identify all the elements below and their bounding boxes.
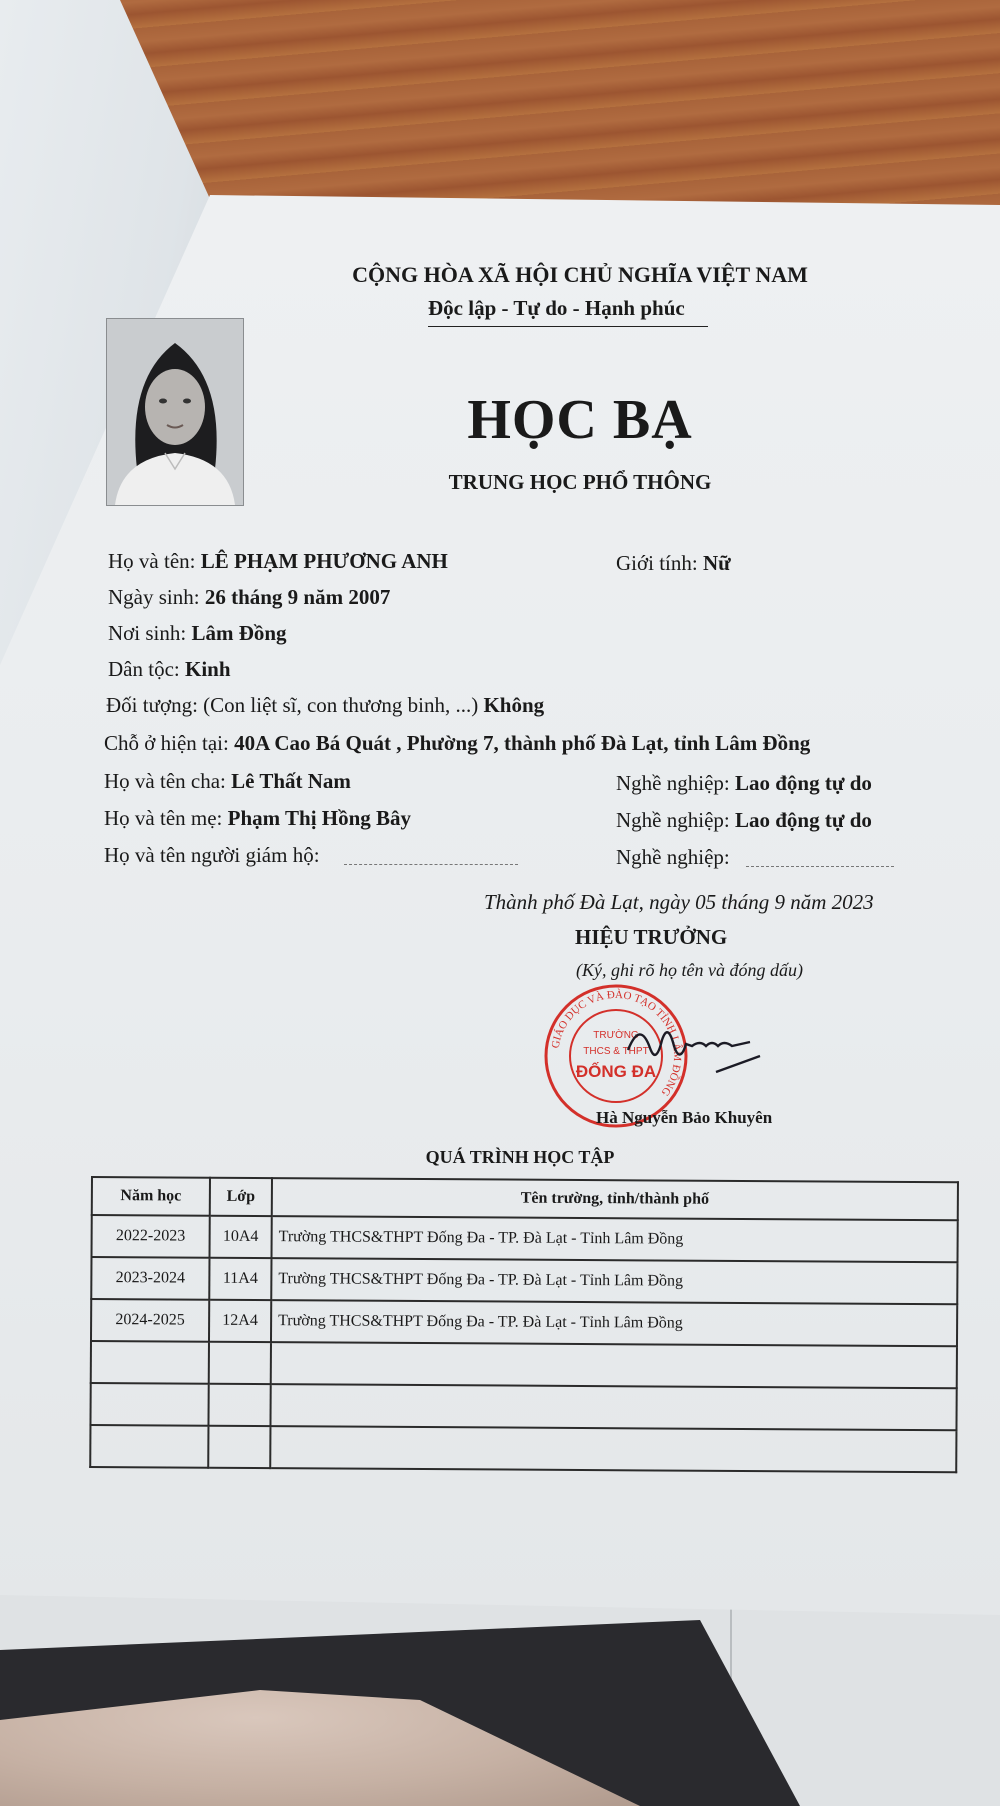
father-label: Họ và tên cha: [104,769,226,793]
guardian-blank-line [344,864,518,865]
mother-row [104,806,411,831]
student-name-label: Họ và tên: [108,549,196,573]
guardian-label: Họ và tên người giám hộ: [104,843,320,867]
cell-school [270,1426,956,1472]
student-photo [106,318,244,506]
stamp-line-2: THCS & THPT [583,1046,649,1057]
cell-school: Trường THCS&THPT Đống Đa - TP. Đà Lạt - Tỉnh Lâm Đồng [272,1216,958,1262]
cell-year: 2022-2023 [92,1215,210,1258]
stamp-ring-text: GIÁO DỤC VÀ ĐÀO TẠO TỈNH LÂM ĐỒNG [549,988,684,1099]
category-label: Đối tượng: (Con liệt sĩ, con thương binh, ...) [106,693,479,717]
national-motto: Độc lập - Tự do - Hạnh phúc [428,296,685,320]
mother-job-label: Nghề nghiệp: [616,808,730,832]
ethnicity-label: Dân tộc: [108,657,180,681]
father-job-label: Nghề nghiệp: [616,771,730,795]
address-value: 40A Cao Bá Quát , Phường 7, thành phố Đà Lạt, tỉnh Lâm Đồng [234,731,811,755]
document-subtitle: TRUNG HỌC PHỔ THÔNG [448,470,712,494]
cell-year [90,1383,208,1426]
guardian-job-blank-line [746,866,894,867]
table-row [91,1257,957,1304]
principal-title: HIỆU TRƯỞNG [575,925,728,949]
cell-year [91,1341,209,1384]
father-job: Lao động tự do [734,771,872,795]
dob-row [108,585,390,610]
cell-year [90,1425,208,1468]
handwritten-signature [620,1010,780,1080]
mother-job: Lao động tự do [734,808,872,832]
cell-class [209,1342,271,1384]
signature-note: (Ký, ghi rõ họ tên và đóng dấu) [576,960,803,980]
guardian-job-row [616,845,730,870]
birthplace-row [108,621,287,646]
student-name: LÊ PHẠM PHƯƠNG ANH [200,549,448,573]
cell-school [270,1384,956,1430]
cell-class: 11A4 [209,1258,271,1300]
study-history-table [89,1176,959,1473]
address-row [104,731,810,756]
dob-value: 26 tháng 9 năm 2007 [204,585,391,609]
mother-job-row [616,808,872,833]
birthplace-label: Nơi sinh: [108,621,187,645]
cell-class [208,1384,270,1426]
col-header-school: Tên trường, tỉnh/thành phố [272,1178,958,1220]
table-row [90,1383,956,1430]
gender-value: Nữ [702,551,731,575]
table-row [91,1299,957,1346]
table-row [90,1425,956,1472]
ethnicity-row [108,657,231,682]
principal-name: Hà Nguyễn Bảo Khuyên [596,1108,773,1127]
cell-class: 10A4 [210,1216,272,1258]
guardian-job-label: Nghề nghiệp: [616,845,730,869]
table-row [91,1341,957,1388]
country-header: CỘNG HÒA XÃ HỘI CHỦ NGHĨA VIỆT NAM [352,262,808,287]
category-row [106,693,544,718]
stamp-line-3: ĐỐNG ĐA [575,1062,657,1081]
cell-year: 2024-2025 [91,1299,209,1342]
place-and-date: Thành phố Đà Lạt, ngày 05 tháng 9 năm 2023 [484,890,874,914]
category-value: Không [483,693,545,717]
gender-label: Giới tính: [616,551,698,575]
cell-school: Trường THCS&THPT Đống Đa - TP. Đà Lạt - Tỉnh Lâm Đồng [271,1258,957,1304]
study-history-title: QUÁ TRÌNH HỌC TẬP [425,1147,615,1167]
table-header-row [92,1177,958,1220]
birthplace-value: Lâm Đồng [191,621,287,645]
cell-class: 12A4 [209,1300,271,1342]
father-row [104,769,351,794]
student-name-row [108,549,448,574]
mother-name: Phạm Thị Hồng Bây [227,806,412,830]
col-header-class: Lớp [210,1178,272,1216]
address-label: Chỗ ở hiện tại: [104,731,229,755]
cell-year: 2023-2024 [91,1257,209,1300]
stamp-line-1: TRƯỜNG [593,1030,639,1041]
document-title: HỌC BẠ [467,389,693,451]
table-row [92,1215,958,1262]
mother-label: Họ và tên mẹ: [104,806,223,830]
guardian-row [104,843,320,868]
col-header-year: Năm học [92,1177,210,1216]
gender-row [616,551,731,576]
ethnicity-value: Kinh [184,657,231,681]
cell-school [271,1342,957,1388]
father-job-row [616,771,872,796]
dob-label: Ngày sinh: [108,585,200,609]
motto-underline [428,326,708,327]
father-name: Lê Thất Nam [231,769,351,793]
cell-class [208,1426,270,1468]
cell-school: Trường THCS&THPT Đống Đa - TP. Đà Lạt - Tỉnh Lâm Đồng [271,1300,957,1346]
